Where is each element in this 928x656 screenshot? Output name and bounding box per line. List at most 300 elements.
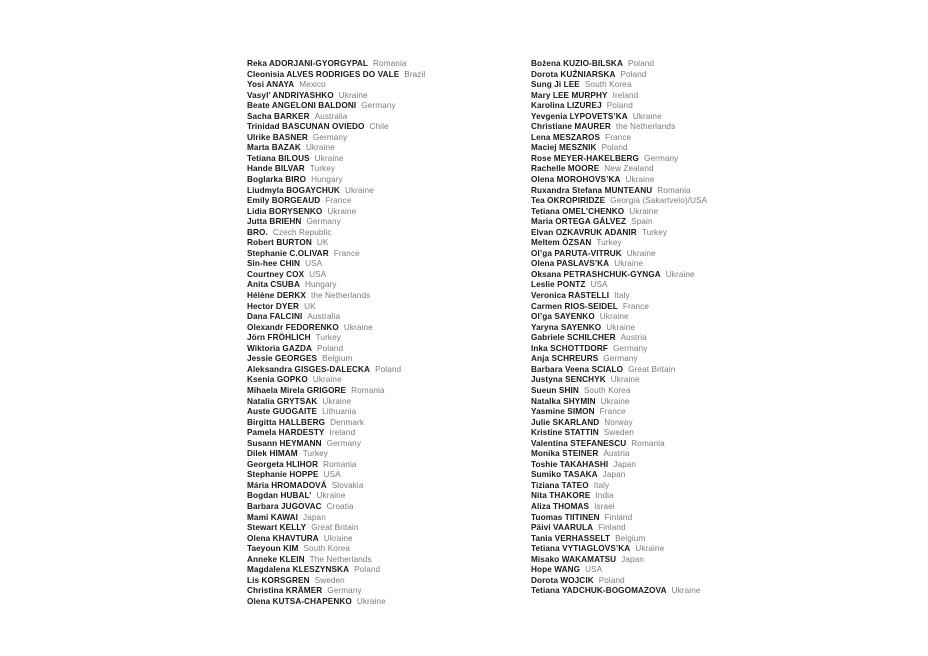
participant-entry [247, 344, 425, 355]
participant-name: Jessie GEORGES [247, 354, 318, 364]
participant-entry [247, 439, 425, 450]
participant-entry [531, 365, 707, 376]
participant-country: Georgia (Sakartvelo)/USA [610, 196, 708, 206]
participant-country: France [599, 407, 626, 417]
participant-country: Ukraine [606, 322, 636, 332]
participant-entry [531, 70, 707, 81]
participant-name: Dilek HIMAM [247, 449, 298, 459]
participant-name: Yasmine SIMON [531, 407, 595, 417]
participant-country: Poland [627, 59, 655, 68]
participant-country: Ukraine [343, 322, 373, 332]
participant-name: Cleonisia ALVES RODRIGES DO VALE [247, 69, 400, 79]
participant-entry [531, 386, 707, 397]
participant-country: USA [590, 280, 608, 290]
participant-entry [531, 217, 707, 228]
participant-country: Ukraine [626, 248, 656, 258]
participant-entry [531, 101, 707, 112]
participant-country: Poland [620, 69, 647, 79]
participant-name: Auste GUOGAITE [247, 407, 318, 417]
participant-country: Ukraine [327, 206, 357, 216]
participant-country: Turkey [641, 227, 668, 237]
participant-name: Boglarka BIRO [247, 175, 307, 185]
participant-entry [531, 375, 707, 386]
participant-country: Ukraine [322, 396, 352, 406]
participant-country: Great Britain [628, 364, 676, 374]
participant-name: Barbara Veena SCIALO [531, 364, 624, 374]
participant-name: BRO. [247, 227, 268, 237]
participant-name: Nita THAKORE [531, 491, 591, 501]
participant-country: Japan [621, 554, 644, 564]
participant-name: Hope WANG [531, 565, 581, 575]
participant-entry [247, 481, 425, 492]
participant-name: Yaryna SAYENKO [531, 322, 602, 332]
participant-entry [531, 133, 707, 144]
participant-entry [247, 249, 425, 260]
participant-country: France [605, 132, 632, 142]
participant-country: Hungary [304, 280, 337, 290]
participant-country: Israel [594, 501, 615, 511]
participant-country: Poland [598, 575, 625, 585]
participant-country: Finland [604, 512, 633, 522]
participant-entry [247, 59, 425, 70]
participant-name: Olena MOROHOVS’KA [531, 175, 621, 185]
participant-name: Dorota WOJCIK [531, 575, 594, 585]
participant-entry [531, 491, 707, 502]
participant-country: Sweden [603, 428, 634, 438]
participant-country: Ukraine [338, 90, 368, 100]
participant-name: Anneke KLEIN [247, 554, 305, 564]
participant-entry [247, 238, 425, 249]
participant-country: Poland [375, 364, 402, 374]
participant-entry [247, 270, 425, 281]
participant-entry [247, 544, 425, 555]
participant-entry [247, 386, 425, 397]
participant-name: Jörn FRÖHLICH [247, 333, 311, 343]
participant-country: Sweden [314, 575, 345, 585]
participant-name: Magdalena KLESZYNSKA [247, 565, 350, 575]
participant-name: Rose MEYER-HAKELBERG [531, 153, 639, 163]
participant-name: Dana FALCINI [247, 312, 303, 322]
participant-name: Olena PASLAVS’KA [531, 259, 610, 269]
participant-country: Ukraine [316, 491, 346, 501]
participant-entry [531, 270, 707, 281]
participant-entry [531, 470, 707, 481]
participant-entry [531, 439, 707, 450]
participant-country: Croatia [326, 501, 354, 511]
participant-entry [247, 523, 425, 534]
participant-entry [247, 534, 425, 545]
participant-country: Poland [354, 565, 381, 575]
participant-entry [531, 586, 707, 597]
participant-entry [247, 397, 425, 408]
participant-country: Chile [369, 122, 389, 132]
participant-country: The Netherlands [309, 554, 372, 564]
participant-country: Germany [326, 438, 362, 448]
participant-entry [247, 449, 425, 460]
participant-country: Japan [602, 470, 626, 480]
participant-entry [247, 70, 425, 81]
participant-name: Misako WAKAMATSU [531, 554, 617, 564]
participant-name: Lidia BORYSENKO [247, 206, 323, 216]
participant-name: Birgitta HALLBERG [247, 417, 326, 427]
participant-country: Finland [598, 523, 626, 533]
participant-entry [247, 101, 425, 112]
participant-name: Valentina STEFANESCU [531, 438, 627, 448]
participant-entry [531, 344, 707, 355]
participant-country: India [595, 491, 614, 501]
participant-name: Olena KHAVTURA [247, 533, 319, 543]
participant-entry [531, 523, 707, 534]
participant-country: France [333, 248, 360, 258]
participant-country: Spain [631, 217, 653, 227]
participant-entry [531, 534, 707, 545]
participant-name: Stephanie HOPPE [247, 470, 319, 480]
participant-name: Kristine STATTIN [531, 428, 599, 438]
participant-country: the Netherlands [615, 122, 676, 132]
participant-entry [531, 186, 707, 197]
participant-name: Mami KAWAI [247, 512, 299, 522]
participant-entry [247, 133, 425, 144]
participant-name: Dorota KUŹNIARSKA [531, 69, 616, 79]
participant-name: Christina KRÄMER [247, 586, 323, 596]
participant-country: Romania [631, 438, 665, 448]
participant-country: Slovakia [331, 480, 364, 490]
participant-entry [247, 280, 425, 291]
participant-entry [531, 249, 707, 260]
participant-entry [531, 312, 707, 323]
participant-name: Hélène DERKX [247, 291, 306, 301]
participant-country: Ukraine [614, 259, 644, 269]
participant-name: Susann HEYMANN [247, 438, 322, 448]
participant-name: Sueun SHIN [531, 385, 579, 395]
participant-name: Barbara JUGOVAC [247, 501, 322, 511]
participant-entry [247, 323, 425, 334]
participant-name: Hande BILVAR [247, 164, 305, 174]
participant-name: Marta BAZAK [247, 143, 301, 153]
participant-entry [531, 555, 707, 566]
participant-country: Germany [603, 354, 638, 364]
participant-name: Olexandr FEDORENKO [247, 322, 339, 332]
participant-entry [247, 291, 425, 302]
participant-entry [531, 175, 707, 186]
participant-entry [531, 544, 707, 555]
participant-name: Tetiana YADCHUK-BOGOMAZOVA [531, 586, 667, 596]
participant-name: Tea OKROPIRIDZE [531, 196, 606, 206]
participant-entry [247, 207, 425, 218]
participant-country: USA [305, 259, 323, 269]
participant-name: Maria ORTEGA GÁLVEZ [531, 217, 627, 227]
participant-name: Tetiana VYTIAGLOVS’KA [531, 544, 631, 554]
participant-country: Australia [314, 111, 348, 121]
participant-entry [247, 228, 425, 239]
participant-name: Stewart KELLY [247, 523, 307, 533]
participant-entry [247, 428, 425, 439]
participant-name: Reka ADORJANI-GYORGYPAL [247, 59, 369, 68]
participant-country: Romania [657, 185, 691, 195]
participant-entry [247, 91, 425, 102]
participant-country: Germany [312, 132, 348, 142]
participant-name: Ksenia GOPKO [247, 375, 308, 385]
participant-country: Turkey [315, 333, 341, 343]
participant-name: Veronica RASTELLI [531, 291, 610, 301]
participant-entry [531, 122, 707, 133]
participant-name: Jutta BRIEHN [247, 217, 302, 227]
participant-name: Taeyoun KIM [247, 544, 299, 554]
participant-name: Yosi ANAYA [247, 80, 295, 90]
participant-entry [247, 418, 425, 429]
participant-name: Vasyl’ ANDRIYASHKO [247, 90, 334, 100]
participant-entry [531, 576, 707, 587]
participant-entry [531, 154, 707, 165]
participant-country: USA [323, 470, 341, 480]
participant-name: Sin-hee CHIN [247, 259, 301, 269]
participant-name: Tuomas TIITINEN [531, 512, 600, 522]
participant-country: Japan [613, 459, 637, 469]
participant-country: Belgium [322, 354, 353, 364]
participant-name: Oksana PETRASHCHUK-GYNGA [531, 269, 661, 279]
participant-entry [531, 112, 707, 123]
participant-entry [247, 175, 425, 186]
participant-entry [531, 164, 707, 175]
participant-country: Ukraine [314, 153, 344, 163]
participant-entry [531, 513, 707, 524]
participant-country: Ukraine [665, 269, 695, 279]
participant-entry [247, 565, 425, 576]
participant-name: Inka SCHOTTDORF [531, 343, 609, 353]
participant-entry [531, 397, 707, 408]
participant-name: Sumiko TASAKA [531, 470, 598, 480]
participant-country: Poland [317, 343, 344, 353]
participant-country: France [622, 301, 649, 311]
participant-entry [247, 259, 425, 270]
participant-country: Ireland [329, 428, 356, 438]
participant-name: Christiane MAURER [531, 122, 611, 132]
participant-entry [531, 323, 707, 334]
participant-entry [531, 291, 707, 302]
participant-name: Lis KORSGREN [247, 575, 310, 585]
participant-name: Tetiana BILOUS [247, 153, 310, 163]
participant-name: Anja SCHREURS [531, 354, 599, 364]
participant-entry [531, 449, 707, 460]
participant-name: Ulrike BASNER [247, 132, 308, 142]
participant-entry [247, 333, 425, 344]
participant-country: Great Britain [311, 523, 359, 533]
participant-country: UK [316, 238, 329, 248]
participant-name: Monika STEINER [531, 449, 599, 459]
participant-name: Wiktoria GAZDA [247, 343, 313, 353]
participant-name: Mihaela Mirela GRIGORE [247, 385, 347, 395]
participant-country: Ukraine [610, 375, 640, 385]
participant-country: Ukraine [323, 533, 353, 543]
participant-country: Ireland [612, 90, 639, 100]
participant-country: Poland [606, 101, 633, 111]
participant-name: Yevgenia LYPOVETS’KA [531, 111, 628, 121]
participant-entry [531, 418, 707, 429]
participant-name: Julie SKARLAND [531, 417, 600, 427]
participant-name: Tetiana OMEL’CHENKO [531, 206, 625, 216]
participant-country: Romania [323, 459, 357, 469]
participant-entry [247, 196, 425, 207]
participant-country: UK [304, 301, 316, 311]
participant-entry [531, 196, 707, 207]
participant-country: Ukraine [600, 396, 630, 406]
participant-country: Germany [644, 153, 679, 163]
participant-name: Justyna SENCHYK [531, 375, 606, 385]
participant-name: Leslie PONTZ [531, 280, 586, 290]
participant-name: Trinidad BASCUNAN OVIEDO [247, 122, 365, 132]
participant-country: Australia [307, 312, 341, 322]
participant-name: Hector DYER [247, 301, 300, 311]
participant-name: Mary LEE MURPHY [531, 90, 608, 100]
participant-entry [247, 502, 425, 513]
participant-name: Elvan OZKAVRUK ADANIR [531, 227, 637, 237]
participant-name: Olena KUTSA-CHAPENKO [247, 596, 352, 606]
participant-entry [247, 312, 425, 323]
participant-entry [531, 91, 707, 102]
participant-country: South Korea [583, 385, 631, 395]
participant-entry [531, 59, 707, 70]
participant-country: Denmark [330, 417, 365, 427]
participant-country: Turkey [309, 164, 336, 174]
participant-country: Italy [593, 480, 610, 490]
participant-entry [531, 228, 707, 239]
participant-entry [247, 154, 425, 165]
participant-entry [531, 238, 707, 249]
participant-country: Turkey [596, 238, 622, 248]
participant-name: Anita CSUBA [247, 280, 300, 290]
participant-name: Sung Ji LEE [531, 80, 580, 90]
participant-entry [531, 354, 707, 365]
participant-name: Mária HROMADOVÁ [247, 480, 327, 490]
participant-name: Tiziana TATEO [531, 480, 589, 490]
participant-name: Natalia GRYTSAK [247, 396, 318, 406]
participant-country: Austria [603, 449, 630, 459]
participant-name: Carmen RIOS-SEIDEL [531, 301, 618, 311]
participant-name: Liudmyla BOGAYCHUK [247, 185, 340, 195]
participant-country: Germany [327, 586, 362, 596]
participant-country: Turkey [302, 449, 329, 459]
participant-country: Ukraine [625, 175, 655, 185]
participant-entry [247, 555, 425, 566]
participant-country: Romania [373, 59, 407, 68]
participant-country: the Netherlands [310, 291, 371, 301]
participant-entry [247, 365, 425, 376]
participant-country: Norway [604, 417, 633, 427]
participant-country: Germany [361, 101, 396, 111]
participant-entry [247, 80, 425, 91]
participant-country: Brazil [404, 69, 426, 79]
participant-country: USA [585, 565, 603, 575]
participant-entry [531, 333, 707, 344]
participant-entry [531, 259, 707, 270]
participant-country: Japan [303, 512, 326, 522]
participant-country: Ukraine [671, 586, 701, 596]
participant-country: Belgium [615, 533, 646, 543]
participant-name: Ol’ga PARUTA-VITRUK [531, 248, 622, 258]
participant-entry [531, 428, 707, 439]
participant-country: Germany [306, 217, 341, 227]
participant-country: New Zealand [604, 164, 654, 174]
participant-entry [531, 302, 707, 313]
participant-country: South Korea [303, 544, 351, 554]
participant-name: Ruxandra Stefana MUNTEANU [531, 185, 653, 195]
participant-name: Natalka SHYMIN [531, 396, 596, 406]
participant-entry [247, 586, 425, 597]
participant-country: Hungary [311, 175, 343, 185]
participant-entry [247, 302, 425, 313]
participant-name: Robert BURTON [247, 238, 312, 248]
participant-country: Lithuania [322, 407, 357, 417]
participant-name: Maciej MESZNIK [531, 143, 597, 153]
participant-entry [247, 186, 425, 197]
participant-entry [531, 207, 707, 218]
participant-name: Tania VERHASSELT [531, 533, 611, 543]
participant-name: Gabriele SCHILCHER [531, 333, 616, 343]
participant-name: Stephanie C.OLIVAR [247, 248, 329, 258]
participant-country: Romania [351, 385, 385, 395]
participant-name: Bożena KUZIO-BILSKA [531, 59, 623, 68]
participant-entry [531, 565, 707, 576]
participant-country: Ukraine [344, 185, 374, 195]
participant-name: Aliza THOMAS [531, 501, 590, 511]
participant-name: Courtney COX [247, 269, 305, 279]
participant-country: Poland [601, 143, 628, 153]
participant-entry [247, 122, 425, 133]
participant-entry [247, 375, 425, 386]
participant-country: Czech Republic [272, 227, 332, 237]
participant-list-right [531, 59, 707, 597]
participant-name: Ol’ga SAYENKO [531, 312, 595, 322]
participant-entry [531, 80, 707, 91]
participant-country: Mexico [299, 80, 326, 90]
participant-name: Toshie TAKAHASHI [531, 459, 609, 469]
participant-name: Meltem ÖZSAN [531, 238, 592, 248]
participant-entry [247, 164, 425, 175]
participant-country: France [325, 196, 352, 206]
participant-country: Austria [620, 333, 647, 343]
participant-entry [247, 597, 425, 608]
participant-name: Emily BORGEAUD [247, 196, 321, 206]
participant-entry [247, 354, 425, 365]
participant-country: Germany [613, 343, 648, 353]
participant-country: Ukraine [599, 312, 629, 322]
participant-entry [531, 143, 707, 154]
participant-name: Bogdan HUBAL’ [247, 491, 312, 501]
participant-country: Ukraine [312, 375, 342, 385]
participant-entry [531, 280, 707, 291]
participant-name: Pamela HARDESTY [247, 428, 325, 438]
participant-name: Sacha BARKER [247, 111, 310, 121]
participant-name: Päivi VAARULA [531, 523, 594, 533]
participant-country: Ukraine [632, 111, 662, 121]
participant-country: South Korea [584, 80, 632, 90]
participant-name: Lena MESZAROS [531, 132, 601, 142]
participant-country: USA [309, 269, 327, 279]
participant-list-left [247, 59, 425, 607]
participant-entry [247, 217, 425, 228]
participant-country: Ukraine [629, 206, 659, 216]
participant-entry [247, 112, 425, 123]
participant-name: Georgeta HLIHOR [247, 459, 319, 469]
participant-country: Ukraine [356, 596, 386, 606]
participant-country: Ukraine [635, 544, 665, 554]
participant-entry [247, 143, 425, 154]
participant-entry [247, 513, 425, 524]
participant-entry [247, 470, 425, 481]
participant-entry [247, 407, 425, 418]
participant-name: Karolina LIZUREJ [531, 101, 602, 111]
participant-entry [531, 502, 707, 513]
